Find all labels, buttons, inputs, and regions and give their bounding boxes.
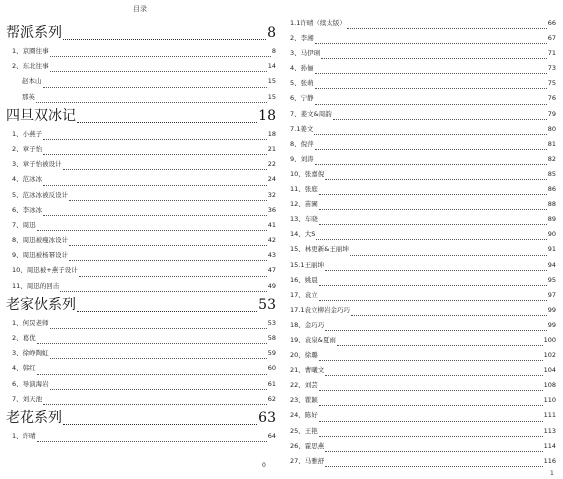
toc-entry-title: 2、东北往事 [12,62,49,71]
toc-entry-title: 8、周迅被瘦冰设计 [12,236,69,245]
toc-entry-page: 81 [547,139,556,148]
toc-entry-title: 27、马雅舒 [290,456,325,465]
page-title: 目录 [133,5,147,13]
toc-entry-page: 62 [267,394,276,403]
toc-entry-title: 1、许晴 [12,431,36,440]
toc-entry-page: 24 [267,175,276,184]
toc-left-column [6,22,276,444]
dot-leader [325,330,546,331]
dot-leader [50,358,267,359]
dot-leader [63,424,257,425]
toc-entry-title: 21、曹曦文 [290,366,325,375]
toc-entry[interactable] [288,212,556,227]
toc-entry-title: 2、李湘 [290,34,314,43]
toc-entry-title: 老家伙系列 [6,296,76,313]
toc-entry-page: 8 [271,47,276,55]
dot-leader [347,28,547,29]
toc-entry[interactable] [288,424,556,439]
toc-entry-page: 79 [547,109,556,118]
dot-leader [315,43,547,44]
toc-entry[interactable] [288,318,556,333]
dot-leader [50,71,267,72]
toc-entry-title: 老花系列 [6,409,62,426]
toc-entry-page: 15 [267,77,276,86]
toc-entry-page: 59 [267,349,276,358]
toc-entry-page: 99 [547,305,556,314]
toc-entry-page: 75 [547,79,556,88]
toc-entry-title: 16、姚晨 [290,275,318,284]
toc-entry-title: 3、徐峥陶虹 [12,349,49,358]
toc-entry[interactable] [288,348,556,363]
toc-entry-title: 10、周迅被+燕子设计 [12,266,78,275]
toc-entry-title: 5、范冰冰被反设计 [12,190,69,199]
toc-entry[interactable] [288,76,556,91]
toc-entry[interactable] [6,392,276,407]
toc-entry-page: 32 [267,190,276,199]
toc-entry[interactable] [6,44,276,59]
toc-entry[interactable] [288,137,556,152]
toc-entry-page: 61 [267,379,276,388]
toc-entry-page: 64 [267,431,276,440]
toc-entry-page: 71 [547,49,556,58]
toc-entry-page: 99 [547,320,556,329]
toc-entry[interactable] [288,363,556,378]
page-number-left: 0 [262,462,266,469]
toc-entry[interactable] [6,90,276,105]
toc-entry-title: 7.1姜文 [290,124,314,133]
toc-entry-page: 73 [547,64,556,73]
dot-leader [319,360,543,361]
toc-entry-title: 15.1王丽坤 [290,260,324,269]
toc-entry-page: 42 [267,236,276,245]
toc-entry-page: 36 [267,205,276,214]
toc-entry-title: 3、章子怡被设计 [12,160,62,169]
toc-entry[interactable] [288,378,556,393]
toc-entry[interactable] [288,16,556,31]
dot-leader [315,88,547,89]
toc-entry-page: 41 [267,220,276,229]
toc-entry-page: 49 [267,281,276,290]
dot-leader [319,436,543,437]
dot-leader [325,270,547,271]
toc-entry-title: 9、刘涛 [290,154,314,163]
toc-entry[interactable] [6,377,276,392]
toc-entry-title: 四旦双冰记 [6,107,76,124]
toc-entry[interactable] [6,429,276,444]
toc-entry[interactable] [288,242,556,257]
toc-entry[interactable] [288,454,556,469]
toc-entry-page: 89 [547,215,556,224]
toc-entry[interactable] [6,74,276,89]
toc-entry-title: 1、何炅老师 [12,318,49,327]
toc-entry-title: 5、张萌 [290,79,314,88]
toc-entry-page: 58 [267,334,276,342]
toc-entry-title: 10、张嘉倪 [290,169,325,178]
toc-entry[interactable] [288,152,556,167]
toc-entry-page: 102 [543,351,556,360]
dot-leader [77,311,257,312]
toc-right-column [288,16,556,469]
dot-leader [315,73,547,74]
toc-entry[interactable] [6,248,276,263]
toc-entry-page: 113 [543,426,556,435]
dot-leader [37,441,267,442]
dot-leader [316,239,546,240]
toc-entry-title: 2、章子怡 [12,144,43,153]
toc-entry[interactable] [6,316,276,331]
dot-leader [314,134,546,135]
toc-entry-page: 53 [267,318,276,327]
toc-entry[interactable] [288,227,556,242]
toc-entry-page: 18 [267,129,276,138]
toc-entry-page: 76 [547,94,556,103]
toc-entry-page: 67 [547,34,556,43]
toc-entry-page: 86 [547,185,556,194]
dot-leader [79,276,267,277]
toc-entry-title: 11、张庭 [290,185,318,194]
toc-entry[interactable] [288,303,556,318]
toc-entry-page: 100 [543,335,556,344]
toc-entry-title: 20、徐璐 [290,351,318,360]
toc-entry[interactable] [288,182,556,197]
toc-entry-title: 7、姜文&周韵 [290,109,332,118]
toc-entry-title: 4、范冰冰 [12,175,43,184]
toc-entry-title: 22、刘芸 [290,381,318,390]
toc-entry-page: 114 [543,441,556,450]
toc-entry-title: 17.1袁立柳岩金巧巧 [290,305,350,314]
toc-entry-title: 1、小燕子 [12,129,43,138]
toc-entry-title: 那英 [22,92,35,101]
dot-leader [43,215,267,216]
dot-leader [69,245,267,246]
toc-entry-title: 4、孙俪 [290,64,314,73]
toc-entry[interactable] [288,46,556,61]
toc-entry[interactable] [288,197,556,212]
toc-entry[interactable] [288,107,556,122]
toc-entry-page: 111 [543,411,556,420]
toc-entry-title: 7、周迅 [12,220,36,229]
dot-leader [321,58,547,59]
toc-section-heading[interactable] [6,22,276,44]
dot-leader [63,169,267,170]
toc-entry-page: 14 [267,62,276,71]
dot-leader [50,389,267,390]
toc-entry-page: 85 [547,169,556,178]
toc-entry-title: 6、宁静 [290,94,314,103]
dot-leader [325,179,546,180]
dot-leader [315,104,547,105]
toc-entry-page: 21 [267,144,276,153]
dot-leader [50,328,267,329]
dot-leader [37,343,267,344]
toc-entry-title: 26、霍思燕 [290,441,325,450]
toc-entry-page: 95 [547,275,556,284]
dot-leader [319,421,543,422]
dot-leader [315,164,547,165]
dot-leader [43,185,267,186]
dot-leader [36,102,267,103]
dot-leader [333,119,547,120]
toc-entry[interactable] [6,233,276,248]
toc-entry[interactable] [6,279,276,294]
toc-entry-page: 63 [258,409,276,426]
toc-entry-page: 110 [543,396,556,405]
toc-entry-title: 帮派系列 [6,25,62,41]
toc-entry[interactable] [288,122,556,137]
toc-entry-title: 7、刘天池 [12,394,43,403]
toc-entry[interactable] [6,127,276,142]
toc-entry[interactable] [6,263,276,278]
toc-entry[interactable] [6,172,276,187]
toc-entry-page: 18 [258,107,276,124]
toc-entry-title: 12、苗圃 [290,200,318,209]
toc-entry[interactable] [288,91,556,106]
dot-leader [37,374,267,375]
dot-leader [319,300,547,301]
dot-leader [69,200,267,201]
dot-leader [325,466,542,467]
toc-entry-title: 13、车晓 [290,215,318,224]
dot-leader [319,224,547,225]
dot-leader [350,255,547,256]
toc-section-heading[interactable] [6,294,276,316]
toc-entry-title: 24、陈好 [290,411,318,420]
toc-entry[interactable] [288,167,556,182]
toc-entry-page: 82 [547,154,556,163]
toc-entry-title: 15、林更新&王丽坤 [290,245,349,254]
toc-section-heading[interactable] [6,407,276,429]
dot-leader [319,194,547,195]
toc-entry[interactable] [288,439,556,454]
toc-entry-page: 108 [543,381,556,390]
toc-entry-title: 25、王艳 [290,426,318,435]
toc-entry[interactable] [288,393,556,408]
toc-entry[interactable] [288,31,556,46]
dot-leader [69,260,267,261]
dot-leader [50,56,271,57]
toc-entry-title: 14、大S [290,230,316,239]
toc-entry-title: 4、韩红 [12,364,36,373]
toc-entry[interactable] [6,346,276,361]
toc-entry-page: 66 [547,19,556,27]
toc-entry[interactable] [6,59,276,74]
toc-entry-page: 43 [267,251,276,260]
toc-entry-title: 6、李冰冰 [12,205,43,214]
page-number-right: 1 [550,470,554,477]
toc-entry[interactable] [6,142,276,157]
toc-entry[interactable] [6,218,276,233]
dot-leader [319,405,543,406]
toc-entry-title: 23、瞿颖 [290,396,318,405]
toc-entry-page: 116 [543,456,556,465]
toc-entry-page: 8 [267,25,276,41]
toc-section-heading[interactable] [6,105,276,127]
toc-entry[interactable] [6,188,276,203]
toc-entry[interactable] [288,288,556,303]
dot-leader [43,139,267,140]
toc-entry-page: 15 [267,92,276,101]
toc-entry-title: 6、导演海岩 [12,379,49,388]
toc-entry[interactable] [288,61,556,76]
toc-entry-title: 19、袁泉&夏雨 [290,335,336,344]
toc-entry-title: 3、马伊琍 [290,49,321,58]
dot-leader [315,149,547,150]
toc-entry-title: 2、葛优 [12,334,36,342]
toc-entry-title: 赵本山 [22,77,42,86]
toc-entry-title: 17、袁立 [290,290,318,299]
toc-entry-title: 18、金巧巧 [290,320,325,329]
toc-entry[interactable] [6,157,276,172]
dot-leader [43,404,267,405]
dot-leader [319,390,543,391]
dot-leader [43,154,267,155]
toc-entry-page: 53 [258,296,276,313]
dot-leader [63,39,266,40]
toc-entry-page: 94 [547,260,556,269]
toc-entry-page: 88 [547,200,556,209]
toc-entry-title: 1、京圈往事 [12,47,49,55]
dot-leader [325,451,542,452]
toc-entry[interactable] [288,273,556,288]
toc-entry[interactable] [288,258,556,273]
toc-entry-title: 1.1许晴（续太版） [290,19,346,27]
toc-entry[interactable] [6,361,276,376]
toc-entry-page: 60 [267,364,276,373]
toc-entry-title: 11、周迅的回击 [12,281,60,290]
toc-entry-title: 9、周迅被杨幂设计 [12,251,69,260]
dot-leader [319,285,547,286]
toc-entry[interactable] [6,203,276,218]
dot-leader [319,209,547,210]
dot-leader [60,291,266,292]
toc-entry[interactable] [288,333,556,348]
dot-leader [325,375,542,376]
toc-entry-page: 104 [543,366,556,375]
dot-leader [77,122,257,123]
toc-entry-page: 22 [267,160,276,169]
toc-entry[interactable] [6,331,276,346]
toc-entry-page: 47 [267,266,276,275]
toc-entry-page: 90 [547,230,556,239]
dot-leader [43,87,267,88]
toc-entry[interactable] [288,408,556,423]
dot-leader [351,315,547,316]
dot-leader [37,230,267,231]
toc-entry-title: 8、倪萍 [290,139,314,148]
toc-entry-page: 97 [547,290,556,299]
toc-entry-page: 80 [547,124,556,133]
dot-leader [337,345,543,346]
toc-entry-page: 91 [547,245,556,254]
